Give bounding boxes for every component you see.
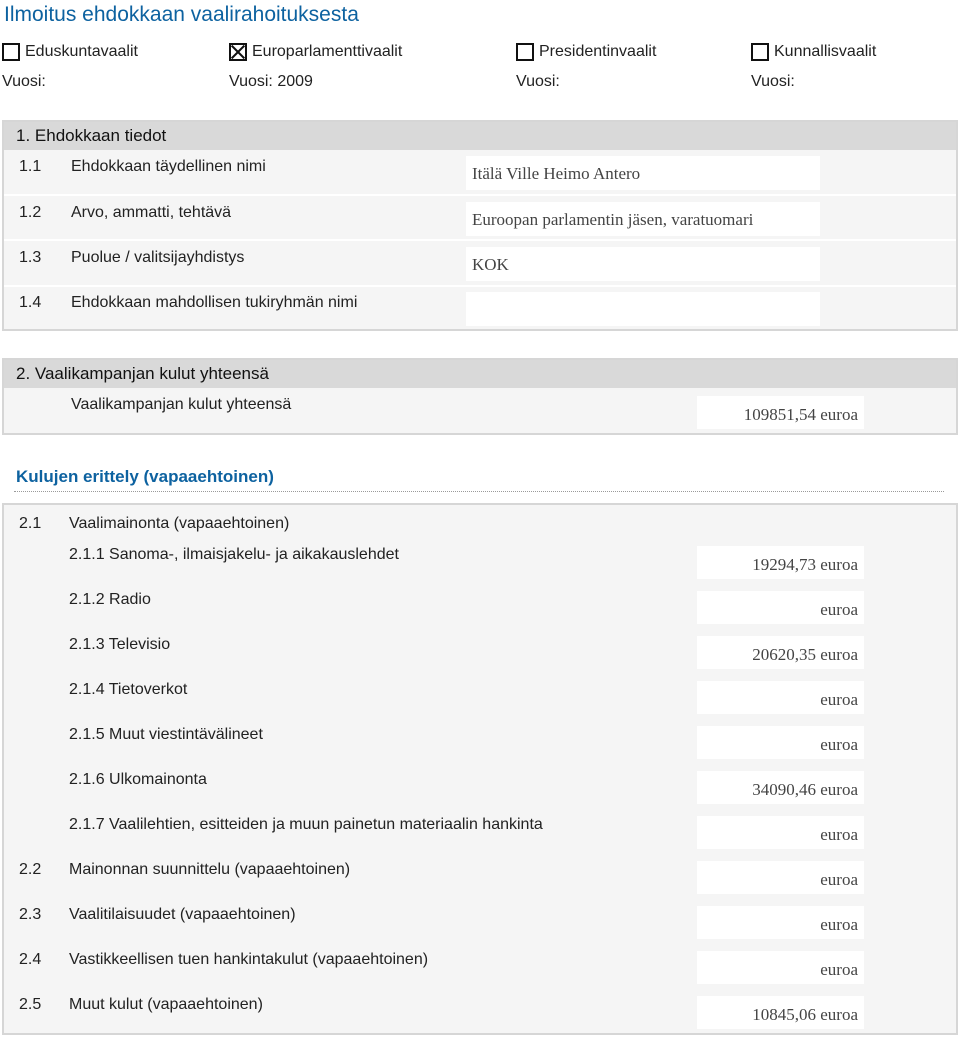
- subrow-label: 2.1.1 Sanoma-, ilmaisjakelu- ja aikakauslehdet: [69, 546, 399, 563]
- row-label: Mainonnan suunnittelu (vapaaehtoinen): [69, 861, 351, 878]
- subrow-label: 2.1.3 Televisio: [69, 636, 171, 653]
- election-option-kunnallisvaalit[interactable]: [751, 42, 876, 62]
- section-title: 1. Ehdokkaan tiedot: [16, 126, 167, 145]
- page-title: Ilmoitus ehdokkaan vaalirahoituksesta: [4, 3, 359, 26]
- election-label: Presidentinvaalit: [539, 43, 657, 60]
- year-label: Vuosi:: [751, 73, 795, 90]
- row-label: Ehdokkaan mahdollisen tukiryhmän nimi: [71, 294, 358, 311]
- support-group-field[interactable]: [466, 292, 820, 326]
- row-label: Vaalimainonta (vapaaehtoinen): [69, 515, 290, 532]
- checked-checkbox-icon[interactable]: [229, 43, 247, 61]
- amount-field[interactable]: euroa: [697, 591, 864, 624]
- subrow-label: 2.1.2 Radio: [69, 591, 151, 608]
- amount-field[interactable]: 10845,06 euroa: [697, 996, 864, 1029]
- dotted-divider: [14, 491, 944, 492]
- amount-field[interactable]: euroa: [697, 726, 864, 759]
- amount-field[interactable]: euroa: [697, 906, 864, 939]
- election-label: Kunnallisvaalit: [774, 43, 877, 60]
- row-number: 2.5: [19, 996, 42, 1013]
- subrow-label: 2.1.7 Vaalilehtien, esitteiden ja muun painetun materiaalin hankinta: [69, 816, 543, 833]
- row-number: 2.3: [19, 906, 42, 923]
- amount-field[interactable]: 19294,73 euroa: [697, 546, 864, 579]
- row-label: Vaalitilaisuudet (vapaaehtoinen): [69, 906, 296, 923]
- year-label: Vuosi: 2009: [229, 73, 313, 90]
- row-number: 1.4: [19, 294, 42, 311]
- checkbox-icon[interactable]: [2, 43, 20, 61]
- amount-field[interactable]: euroa: [697, 951, 864, 984]
- amount-field[interactable]: 34090,46 euroa: [697, 771, 864, 804]
- cost-breakdown-section: [2, 503, 958, 1035]
- row-label: Puolue / valitsijayhdistys: [71, 249, 245, 266]
- row-number: 1.1: [19, 158, 42, 175]
- row-number: 1.3: [19, 249, 42, 266]
- row-label: Vastikkeellisen tuen hankintakulut (vapaaehtoinen): [69, 951, 429, 968]
- election-label: Eduskuntavaalit: [25, 43, 138, 60]
- subrow-label: 2.1.6 Ulkomainonta: [69, 771, 207, 788]
- breakdown-heading: Kulujen erittely (vapaaehtoinen): [16, 467, 274, 486]
- section-header: [4, 360, 956, 388]
- row-number: 2.4: [19, 951, 42, 968]
- election-option-europarlamenttivaalit[interactable]: [229, 42, 402, 62]
- total-costs-field[interactable]: 109851,54 euroa: [697, 396, 864, 429]
- candidate-info-section: [2, 120, 958, 331]
- amount-field[interactable]: euroa: [697, 681, 864, 714]
- row-number: 2.1: [19, 515, 42, 532]
- year-label: Vuosi:: [2, 73, 46, 90]
- section-title: 2. Vaalikampanjan kulut yhteensä: [16, 364, 269, 383]
- amount-field[interactable]: euroa: [697, 816, 864, 849]
- election-option-presidentinvaalit[interactable]: [516, 42, 656, 62]
- section-header: [4, 122, 956, 150]
- row-label: Vaalikampanjan kulut yhteensä: [71, 396, 292, 413]
- party-field[interactable]: KOK: [466, 247, 820, 281]
- candidate-name-field[interactable]: Itälä Ville Heimo Antero: [466, 156, 820, 190]
- checkbox-icon[interactable]: [751, 43, 769, 61]
- row-label: Muut kulut (vapaaehtoinen): [69, 996, 263, 1013]
- amount-field[interactable]: euroa: [697, 861, 864, 894]
- row-number: 1.2: [19, 204, 42, 221]
- checkbox-icon[interactable]: [516, 43, 534, 61]
- total-costs-section: [2, 358, 958, 435]
- amount-field[interactable]: 20620,35 euroa: [697, 636, 864, 669]
- subrow-label: 2.1.5 Muut viestintävälineet: [69, 726, 263, 743]
- row-label: Ehdokkaan täydellinen nimi: [71, 158, 266, 175]
- subrow-label: 2.1.4 Tietoverkot: [69, 681, 188, 698]
- occupation-field[interactable]: Euroopan parlamentin jäsen, varatuomari: [466, 202, 820, 236]
- row-number: 2.2: [19, 861, 42, 878]
- year-label: Vuosi:: [516, 73, 560, 90]
- row-label: Arvo, ammatti, tehtävä: [71, 204, 232, 221]
- election-option-eduskuntavaalit[interactable]: [2, 42, 138, 62]
- election-label: Europarlamenttivaalit: [252, 43, 403, 60]
